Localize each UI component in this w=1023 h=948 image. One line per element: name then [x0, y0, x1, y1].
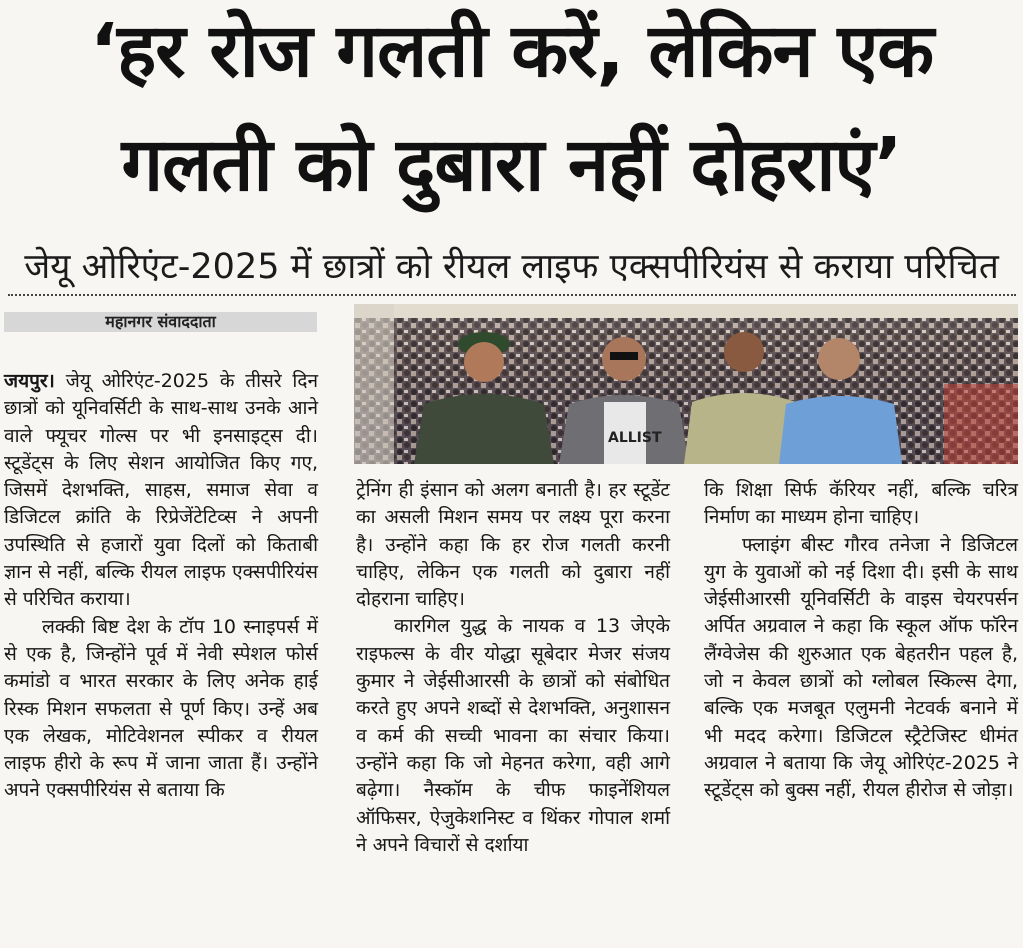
- article-column-2: [356, 477, 670, 859]
- event-photo-illustration: [354, 304, 1018, 464]
- article-column-3: [704, 477, 1018, 805]
- byline: महानगर संवाददाता: [4, 312, 317, 332]
- divider: [8, 294, 1016, 296]
- event-photo: [354, 304, 1018, 464]
- paragraph: लक्की बिष्ट देश के टॉप 10 स्नाइपर्स में से एक है, जिन्होंने पूर्व में नेवी स्पेशल फोर्स कमांडो व भारत सरकार के लिए अनेक हाई रिस्क मिशन सफलता से पूर्ण किए। उन्हें अब एक लेखक, मोटिवेशनल स्पीकर व रीयल लाइफ हीरो के रूप में जाना जाता हैं। उन्होंने अपने एक्सपीरियंस से बताया कि: [4, 615, 318, 802]
- subheadline: जेयू ओरिएंट-2025 में छात्रों को रीयल लाइफ एक्सपीरियंस से कराया परिचित: [24, 247, 999, 287]
- paragraph: फ्लाइंग बीस्ट गौरव तनेजा ने डिजिटल युग के युवाओं को नई दिशा दी। इसी के साथ जेईसीआरसी यूनिवर्सिटी के वाइस चेयरपर्सन अर्पित अग्रवाल ने कहा कि स्कूल ऑफ फॉरेन लैंग्वेजेस की शुरुआत एक बेहतरीन पहल है, जो न केवल छात्रों को ग्लोबल स्किल्स देगा, बल्कि एक मजबूत एलुमनी नेटवर्क बनाने में भी मदद करेगा। डिजिटल स्ट्रैटेजिस्ट धीमंत अग्रवाल ने बताया कि जेयू ओरिएंट-2025 ने स्टूडेंट्स को बुक्स नहीं, रीयल हीरोज से जोड़ा।: [704, 533, 1018, 802]
- headline-line-2: गलती को दुबारा नहीं दोहराएं’: [121, 122, 902, 208]
- headline-line-1: ‘हर रोज गलती करें, लेकिन एक: [89, 8, 934, 94]
- article-column-1: [4, 368, 318, 805]
- tshirt-text: ALLIST: [608, 430, 662, 446]
- paragraph: जेयू ओरिएंट-2025 के तीसरे दिन छात्रों को यूनिवर्सिटी के साथ-साथ उनके आने वाले फ्यूचर गोल्स पर भी इनसाइट्स दी। स्टूडेंट्स के लिए सेशन आयोजित किए गए, जिसमें देशभक्ति, साहस, समाज सेवा व डिजिटल क्रांति के रिप्रेजेंटेटिव्स ने अपनी उपस्थिति से हजारों युवा दिलों को किताबी ज्ञान से नहीं, बल्कि रीयल लाइफ एक्सपीरियंस से परिचित कराया।: [4, 370, 318, 611]
- paragraph: कि शिक्षा सिर्फ कॅरियर नहीं, बल्कि चरित्र निर्माण का माध्यम होना चाहिए।: [704, 479, 1018, 529]
- paragraph: कारगिल युद्ध के नायक व 13 जेएके राइफल्स के वीर योद्धा सूबेदार मेजर संजय कुमार ने जेईसीआरसी के छात्रों को संबोधित करते हुए अपने शब्दों से देशभक्ति, अनुशासन व कर्म की सच्ची भावना का संचार किया। उन्होंने कहा कि जो मेहनत करेगा, वही आगे बढ़ेगा। नैस्कॉम के चीफ फाइनेंशियल ऑफिसर, ऐजुकेशनिस्ट व थिंकर गोपाल शर्मा ने अपने विचारों से दर्शाया: [356, 615, 670, 856]
- paragraph: ट्रेनिंग ही इंसान को अलग बनाती है। हर स्टूडेंट का असली मिशन समय पर लक्ष्य पूरा करना है। उन्होंने कहा कि हर रोज गलती करनी चाहिए, लेकिन एक गलती को दुबारा नहीं दोहराना चाहिए।: [356, 479, 670, 611]
- dateline: जयपुर।: [4, 370, 55, 392]
